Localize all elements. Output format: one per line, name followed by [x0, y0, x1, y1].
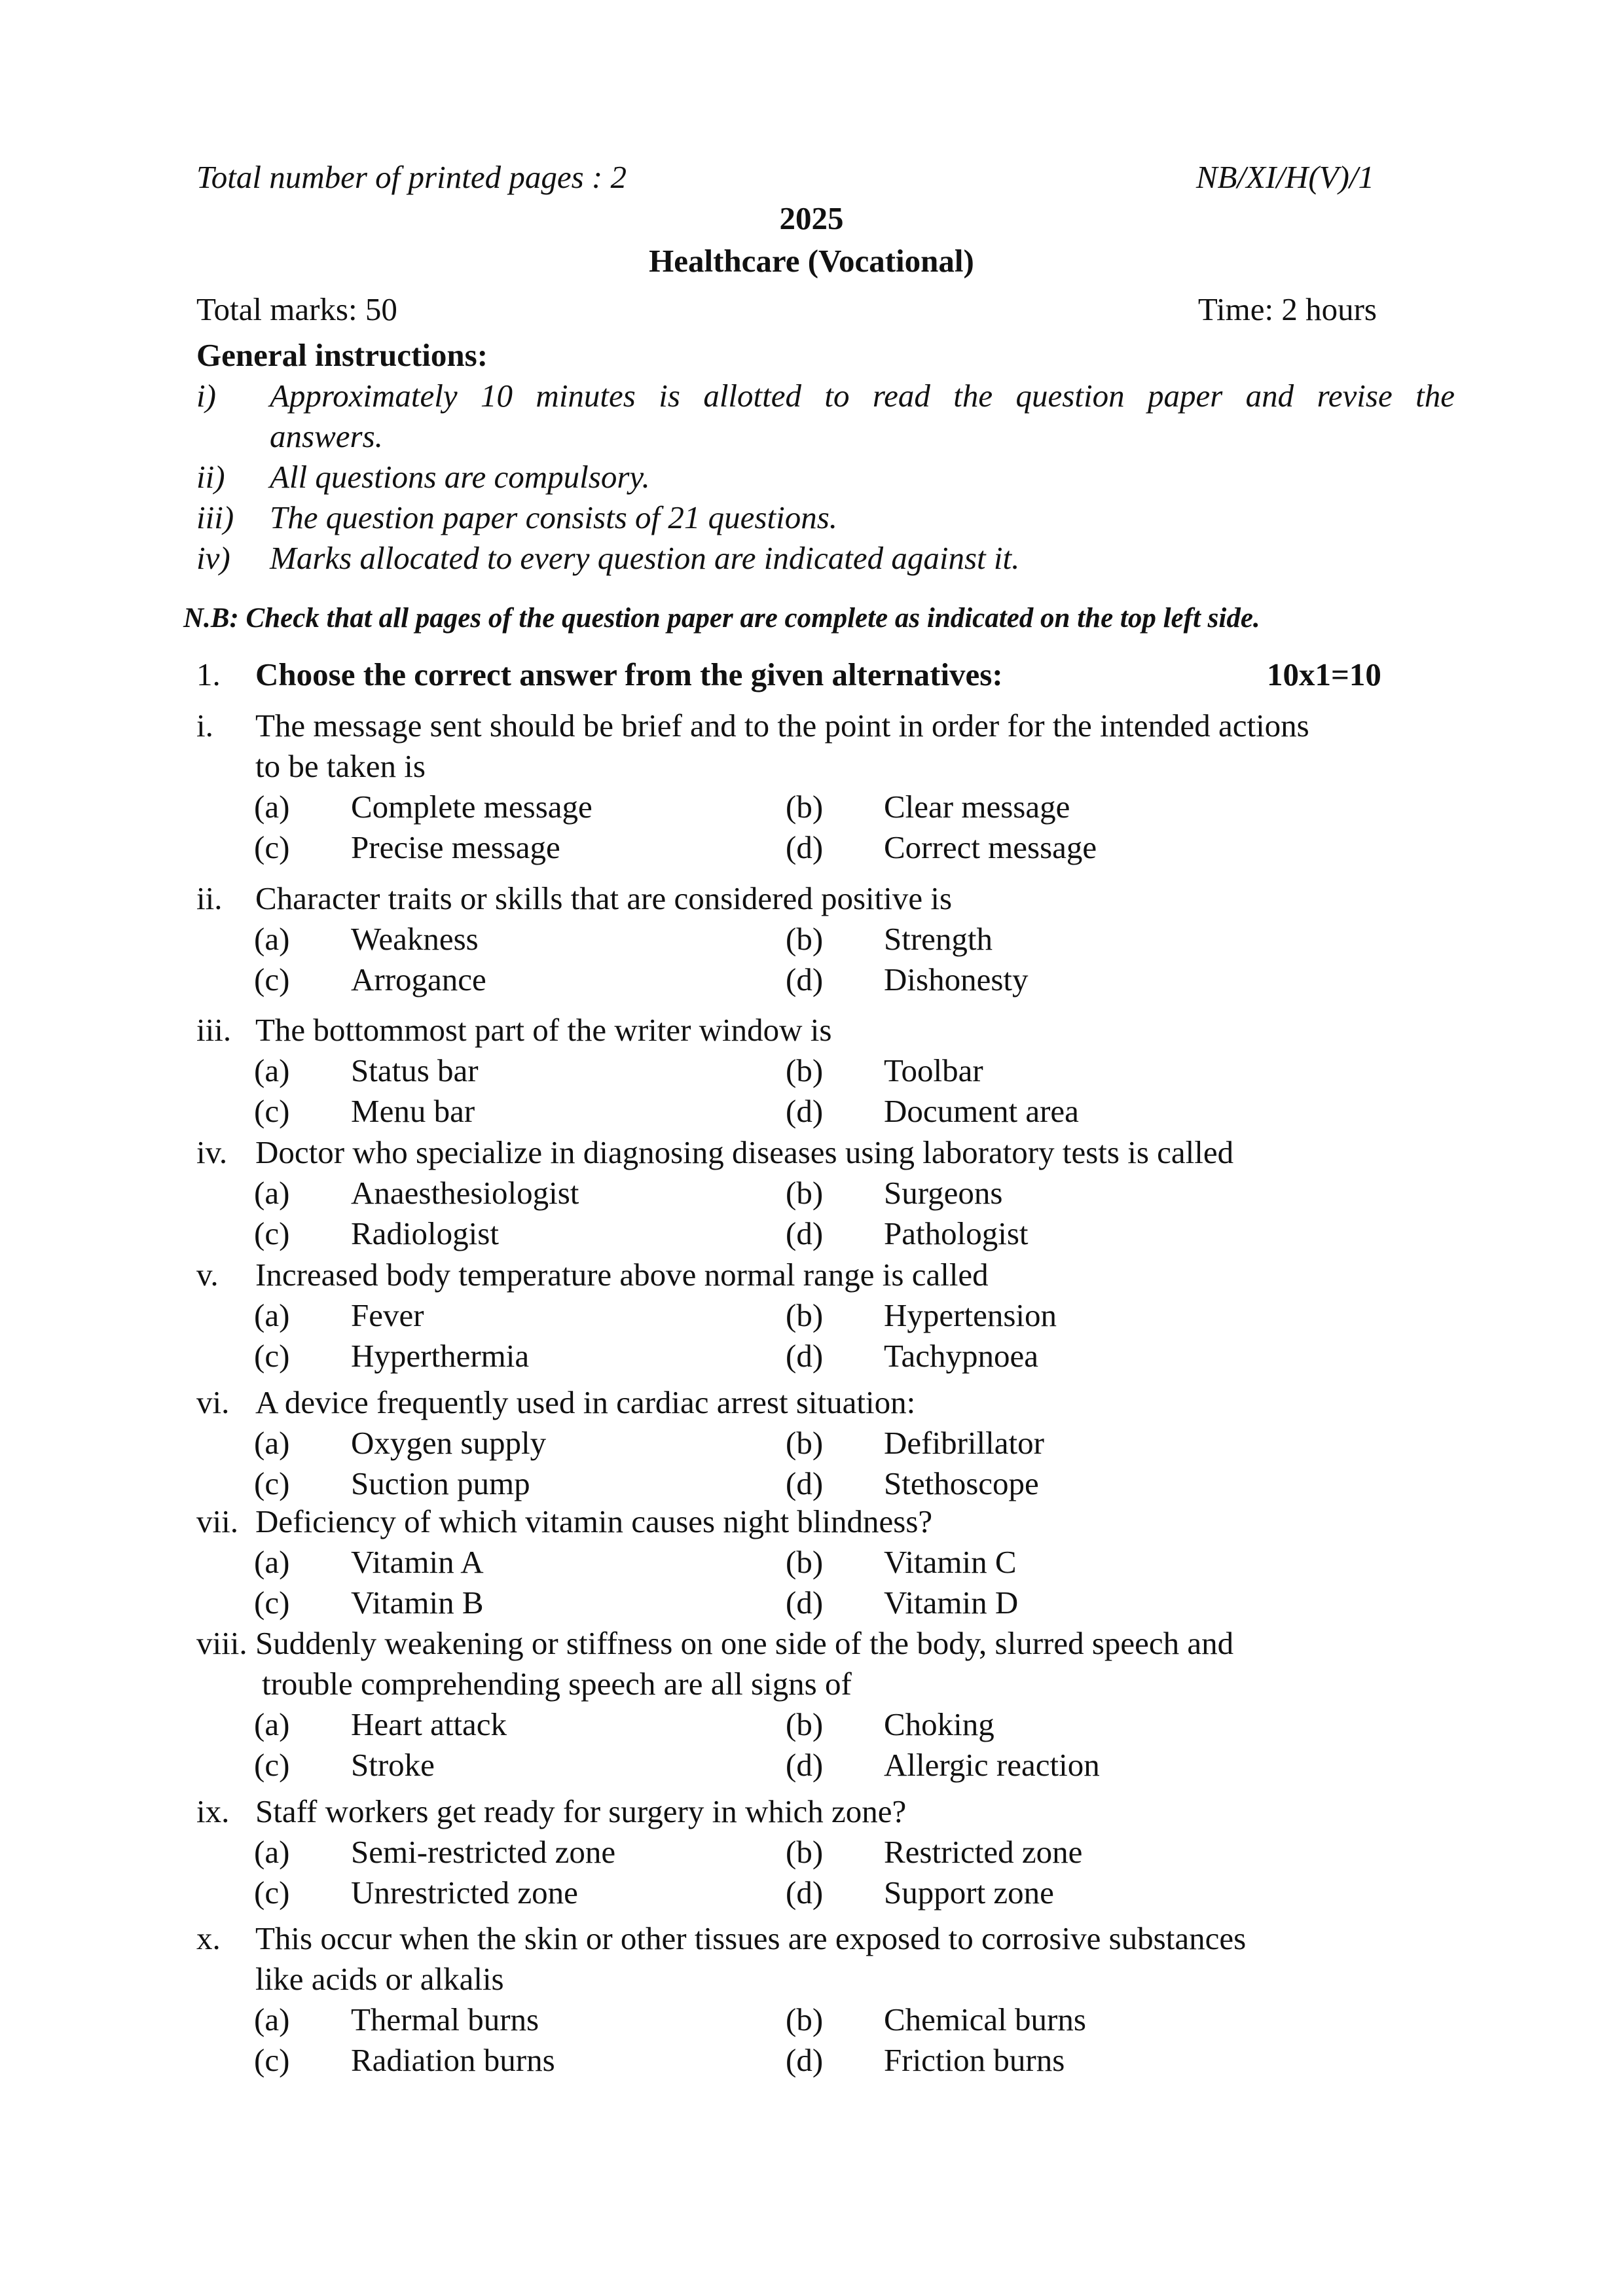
instruction-number: iv) [196, 540, 230, 576]
option-label-b: (b) [786, 1425, 824, 1461]
question-text: Doctor who specialize in diagnosing diseases using laboratory tests is called [255, 1134, 1234, 1170]
option-d: Dishonesty [884, 961, 1029, 997]
option-label-a: (a) [254, 789, 290, 825]
option-label-d: (d) [786, 1215, 824, 1251]
option-label-b: (b) [786, 1706, 824, 1742]
option-label-d: (d) [786, 1585, 824, 1621]
instruction-number: iii) [196, 499, 234, 535]
instruction-text: Marks allocated to every question are indicated against it. [270, 540, 1020, 576]
option-b: Toolbar [884, 1052, 983, 1088]
option-b: Strength [884, 921, 993, 957]
option-c: Menu bar [351, 1093, 475, 1129]
option-label-b: (b) [786, 789, 824, 825]
option-label-c: (c) [254, 829, 290, 865]
option-c: Radiation burns [351, 2042, 555, 2078]
option-label-b: (b) [786, 921, 824, 957]
option-d: Document area [884, 1093, 1079, 1129]
option-b: Clear message [884, 789, 1070, 825]
question-text: Suddenly weakening or stiffness on one side of the body, slurred speech and [255, 1625, 1234, 1661]
option-label-a: (a) [254, 1425, 290, 1461]
exam-year: 2025 [779, 200, 844, 236]
option-label-c: (c) [254, 1338, 290, 1374]
option-a: Vitamin A [351, 1544, 484, 1580]
option-a: Anaesthesiologist [351, 1175, 579, 1211]
option-a: Status bar [351, 1052, 479, 1088]
option-label-a: (a) [254, 1706, 290, 1742]
question-number: viii. [196, 1625, 247, 1661]
option-c: Precise message [351, 829, 560, 865]
instruction-text: The question paper consists of 21 questions. [270, 499, 838, 535]
nb-note: N.B: Check that all pages of the question paper are complete as indicated on the top left side. [183, 603, 1260, 634]
question-text: Deficiency of which vitamin causes night blindness? [255, 1503, 933, 1539]
option-c: Hyperthermia [351, 1338, 530, 1374]
option-a: Oxygen supply [351, 1425, 547, 1461]
option-label-d: (d) [786, 1465, 824, 1501]
option-b: Defibrillator [884, 1425, 1044, 1461]
instruction-number: i) [196, 378, 216, 414]
question-text-cont: like acids or alkalis [255, 1961, 504, 1997]
option-a: Weakness [351, 921, 479, 957]
option-a: Fever [351, 1297, 424, 1333]
question-number: vi. [196, 1384, 230, 1420]
option-label-c: (c) [254, 1585, 290, 1621]
question-number: x. [196, 1920, 221, 1956]
question-number: ix. [196, 1793, 230, 1829]
option-d: Allergic reaction [884, 1747, 1100, 1783]
option-a: Heart attack [351, 1706, 507, 1742]
option-label-a: (a) [254, 1297, 290, 1333]
option-c: Suction pump [351, 1465, 530, 1501]
section-title: Choose the correct answer from the given alternatives: [255, 656, 1003, 692]
option-b: Surgeons [884, 1175, 1003, 1211]
option-b: Hypertension [884, 1297, 1057, 1333]
option-label-c: (c) [254, 961, 290, 997]
option-label-d: (d) [786, 1093, 824, 1129]
question-text-cont: trouble comprehending speech are all signs of [262, 1666, 852, 1702]
instruction-number: ii) [196, 459, 225, 495]
option-label-d: (d) [786, 1747, 824, 1783]
instructions-heading: General instructions: [196, 337, 488, 373]
question-text: This occur when the skin or other tissues are exposed to corrosive substances [255, 1920, 1247, 1956]
option-label-b: (b) [786, 1544, 824, 1580]
option-label-c: (c) [254, 1093, 290, 1129]
option-d: Stethoscope [884, 1465, 1039, 1501]
question-number: i. [196, 708, 213, 744]
option-label-a: (a) [254, 1052, 290, 1088]
question-text-cont: to be taken is [255, 748, 426, 784]
question-text: The bottommost part of the writer window is [255, 1012, 832, 1048]
question-number: ii. [196, 880, 223, 916]
instruction-text: All questions are compulsory. [270, 459, 650, 495]
paper-code: NB/XI/H(V)/1 [1195, 159, 1374, 195]
option-label-d: (d) [786, 1338, 824, 1374]
question-text: A device frequently used in cardiac arrest situation: [255, 1384, 916, 1420]
option-label-c: (c) [254, 2042, 290, 2078]
option-label-a: (a) [254, 1834, 290, 1870]
option-label-d: (d) [786, 829, 824, 865]
option-a: Thermal burns [351, 2001, 539, 2037]
option-label-a: (a) [254, 2001, 290, 2037]
option-a: Complete message [351, 789, 593, 825]
total-marks: Total marks: 50 [196, 291, 397, 327]
option-label-b: (b) [786, 1834, 824, 1870]
option-d: Support zone [884, 1874, 1054, 1910]
printed-pages-note: Total number of printed pages : 2 [196, 159, 627, 195]
option-d: Correct message [884, 829, 1097, 865]
time-allowed: Time: 2 hours [1197, 291, 1377, 327]
option-c: Arrogance [351, 961, 486, 997]
option-label-c: (c) [254, 1215, 290, 1251]
option-label-a: (a) [254, 1175, 290, 1211]
question-number: v. [196, 1257, 219, 1293]
question-text: Staff workers get ready for surgery in which zone? [255, 1793, 907, 1829]
option-b: Choking [884, 1706, 994, 1742]
option-b: Vitamin C [884, 1544, 1017, 1580]
question-number: iii. [196, 1012, 232, 1048]
option-b: Chemical burns [884, 2001, 1086, 2037]
option-label-c: (c) [254, 1747, 290, 1783]
section-marks: 10x1=10 [1267, 656, 1381, 692]
option-label-d: (d) [786, 1874, 824, 1910]
option-d: Friction burns [884, 2042, 1065, 2078]
option-c: Stroke [351, 1747, 435, 1783]
question-text: Increased body temperature above normal range is called [255, 1257, 989, 1293]
option-d: Tachypnoea [884, 1338, 1039, 1374]
option-label-c: (c) [254, 1874, 290, 1910]
option-label-b: (b) [786, 1052, 824, 1088]
section-number: 1. [196, 656, 221, 692]
option-c: Radiologist [351, 1215, 499, 1251]
option-c: Vitamin B [351, 1585, 484, 1621]
question-number: vii. [196, 1503, 238, 1539]
option-label-a: (a) [254, 1544, 290, 1580]
option-label-d: (d) [786, 2042, 824, 2078]
option-d: Vitamin D [884, 1585, 1019, 1621]
question-number: iv. [196, 1134, 228, 1170]
question-text: Character traits or skills that are considered positive is [255, 880, 953, 916]
option-b: Restricted zone [884, 1834, 1083, 1870]
option-c: Unrestricted zone [351, 1874, 578, 1910]
option-d: Pathologist [884, 1215, 1029, 1251]
option-label-b: (b) [786, 1297, 824, 1333]
option-label-b: (b) [786, 2001, 824, 2037]
option-label-c: (c) [254, 1465, 290, 1501]
option-label-a: (a) [254, 921, 290, 957]
option-a: Semi-restricted zone [351, 1834, 616, 1870]
option-label-b: (b) [786, 1175, 824, 1211]
subject-title: Healthcare (Vocational) [649, 243, 974, 279]
instruction-text-cont: answers. [270, 418, 383, 454]
option-label-d: (d) [786, 961, 824, 997]
question-text: The message sent should be brief and to the point in order for the intended actions [255, 708, 1309, 744]
instruction-text: Approximately 10 minutes is allotted to read the question paper and revise the [270, 378, 1455, 414]
